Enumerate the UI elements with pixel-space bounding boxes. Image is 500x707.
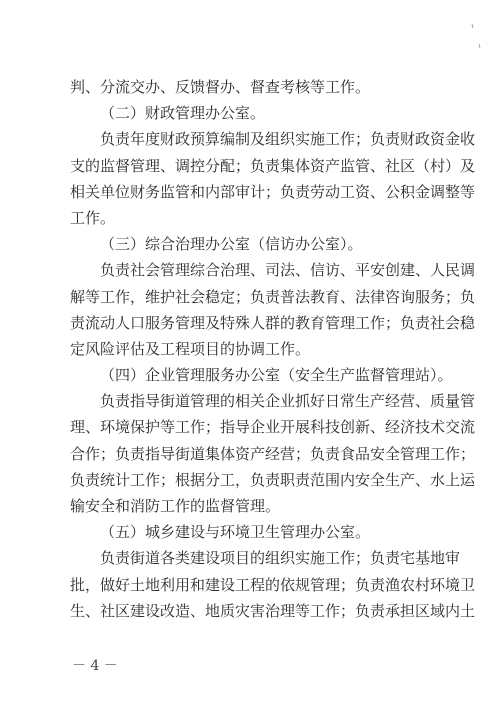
text-line: 支的监督管理、调控分配；负责集体资产监管、社区（村）及 bbox=[70, 156, 476, 175]
text-line: 输安全和消防工作的监督管理。 bbox=[70, 497, 281, 515]
section-heading: （五）城乡建设与环境卫生管理办公室。 bbox=[100, 523, 371, 542]
page-number: － 4 － bbox=[72, 658, 118, 674]
document-body bbox=[70, 74, 476, 624]
text-line: 负责社会管理综合治理、司法、信访、平安创建、人民调 bbox=[100, 261, 476, 280]
text-line: 责流动人口服务管理及特殊人群的教育管理工作；负责社会稳 bbox=[70, 313, 476, 332]
text-line: 生、社区建设改造、地质灾害治理等工作；负责承担区域内土 bbox=[70, 601, 476, 620]
text-line: 相关单位财务监管和内部审计；负责劳动工资、公积金调整等 bbox=[70, 182, 476, 201]
section-heading: （四）企业管理服务办公室（安全生产监督管理站）。 bbox=[100, 366, 453, 385]
scan-mark bbox=[470, 22, 482, 52]
text-line: 定风险评估及工程项目的协调工作。 bbox=[70, 339, 311, 358]
text-line: 负责年度财政预算编制及组织实施工作；负责财政资金收 bbox=[100, 130, 476, 149]
text-line: 负责街道各类建设项目的组织实施工作；负责宅基地审 bbox=[100, 549, 461, 568]
section-heading: （三）综合治理办公室（信访办公室）。 bbox=[100, 235, 363, 254]
text-line: 理、环境保护等工作；指导企业开展科技创新、经济技术交流 bbox=[70, 418, 476, 437]
section-heading: （二）财政管理办公室。 bbox=[100, 104, 266, 123]
text-line: 解等工作，维护社会稳定；负责普法教育、法律咨询服务；负 bbox=[70, 287, 476, 306]
text-line: 负责统计工作；根据分工，负责职责范围内安全生产、水上运 bbox=[70, 470, 476, 489]
text-line: 工作。 bbox=[70, 208, 116, 227]
text-line: 负责指导街道管理的相关企业抓好日常生产经营、质量管 bbox=[100, 392, 476, 411]
text-line: 批，做好土地利用和建设工程的依规管理；负责渔农村环境卫 bbox=[70, 575, 476, 594]
text-line: 判、分流交办、反馈督办、督查考核等工作。 bbox=[70, 78, 371, 96]
text-line: 合作；负责指导街道集体资产经营；负责食品安全管理工作； bbox=[70, 444, 476, 463]
